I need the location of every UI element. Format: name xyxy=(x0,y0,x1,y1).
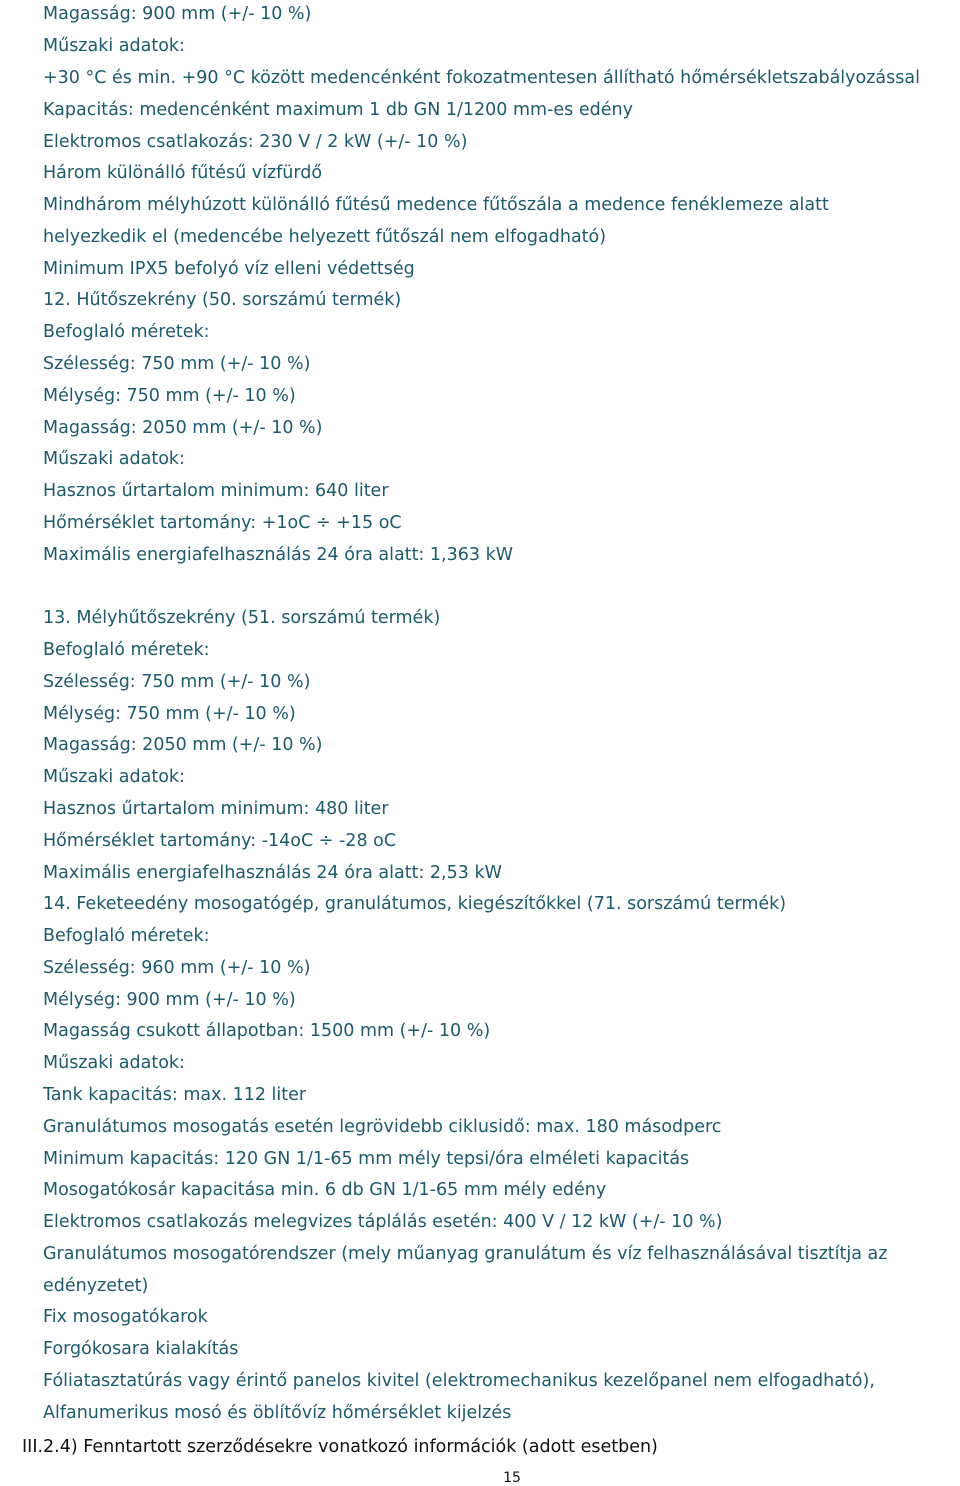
text-line: Elektromos csatlakozás: 230 V / 2 kW (+/- 10 %) xyxy=(43,132,468,152)
text-line: Magasság csukott állapotban: 1500 mm (+/- 10 %) xyxy=(43,1021,491,1041)
text-line: Szélesség: 750 mm (+/- 10 %) xyxy=(43,354,311,374)
text-line: Hasznos űrtartalom minimum: 640 liter xyxy=(43,481,389,501)
text-line: Maximális energiafelhasználás 24 óra alatt: 2,53 kW xyxy=(43,863,502,883)
section-heading: 14. Feketeedény mosogatógép, granulátumos, kiegészítőkkel (71. sorszámú termék) xyxy=(43,894,787,914)
text-line: Befoglaló méretek: xyxy=(43,322,210,342)
text-line: Hőmérséklet tartomány: -14oC ÷ -28 oC xyxy=(43,831,397,851)
text-line: helyezkedik el (medencébe helyezett fűtőszál nem elfogadható) xyxy=(43,227,607,247)
section-heading-iii-2-4: III.2.4) Fenntartott szerződésekre vonatkozó információk (adott esetben) xyxy=(22,1437,658,1457)
text-line: Minimum kapacitás: 120 GN 1/1-65 mm mély tepsi/óra elméleti kapacitás xyxy=(43,1149,690,1169)
text-line: Mosogatókosár kapacitása min. 6 db GN 1/1-65 mm mély edény xyxy=(43,1180,607,1200)
text-line: Műszaki adatok: xyxy=(43,449,185,469)
text-line: Mélység: 900 mm (+/- 10 %) xyxy=(43,990,296,1010)
text-line: Műszaki adatok: xyxy=(43,767,185,787)
text-line: edényzetet) xyxy=(43,1276,149,1296)
text-line: Kapacitás: medencénként maximum 1 db GN 1/1200 mm-es edény xyxy=(43,100,633,120)
section-heading: 12. Hűtőszekrény (50. sorszámú termék) xyxy=(43,290,402,310)
text-line: Hasznos űrtartalom minimum: 480 liter xyxy=(43,799,389,819)
text-line: Minimum IPX5 befolyó víz elleni védettség xyxy=(43,259,415,279)
text-line: Mélység: 750 mm (+/- 10 %) xyxy=(43,704,296,724)
text-line: Befoglaló méretek: xyxy=(43,926,210,946)
page-number: 15 xyxy=(503,1470,521,1486)
text-line: Mélység: 750 mm (+/- 10 %) xyxy=(43,386,296,406)
text-line: +30 °C és min. +90 °C között medencénként fokozatmentesen állítható hőmérsékletszabályozással xyxy=(43,68,920,88)
text-line: Maximális energiafelhasználás 24 óra alatt: 1,363 kW xyxy=(43,545,514,565)
text-line: Alfanumerikus mosó és öblítővíz hőmérséklet kijelzés xyxy=(43,1403,512,1423)
text-line: Magasság: 900 mm (+/- 10 %) xyxy=(43,4,312,24)
text-line: Három különálló fűtésű vízfürdő xyxy=(43,163,323,183)
text-line: Mindhárom mélyhúzott különálló fűtésű medence fűtőszála a medence fenéklemeze alatt xyxy=(43,195,829,215)
text-line: Műszaki adatok: xyxy=(43,1053,185,1073)
text-line: Forgókosara kialakítás xyxy=(43,1339,239,1359)
text-line: Műszaki adatok: xyxy=(43,36,185,56)
text-line: Elektromos csatlakozás melegvizes táplálás esetén: 400 V / 12 kW (+/- 10 %) xyxy=(43,1212,723,1232)
text-line: Tank kapacitás: max. 112 liter xyxy=(43,1085,307,1105)
text-line: Szélesség: 960 mm (+/- 10 %) xyxy=(43,958,311,978)
text-line: Granulátumos mosogatás esetén legrövidebb ciklusidő: max. 180 másodperc xyxy=(43,1117,722,1137)
text-line: Hőmérséklet tartomány: +1oC ÷ +15 oC xyxy=(43,513,402,533)
text-line: Magasság: 2050 mm (+/- 10 %) xyxy=(43,735,323,755)
text-line: Fix mosogatókarok xyxy=(43,1307,208,1327)
text-line: Befoglaló méretek: xyxy=(43,640,210,660)
text-line: Fóliatasztatúrás vagy érintő panelos kivitel (elektromechanikus kezelőpanel nem elfogadható), xyxy=(43,1371,875,1391)
text-line: Granulátumos mosogatórendszer (mely műanyag granulátum és víz felhasználásával tisztítja az xyxy=(43,1244,888,1264)
section-heading: 13. Mélyhűtőszekrény (51. sorszámú termék) xyxy=(43,608,441,628)
text-line: Szélesség: 750 mm (+/- 10 %) xyxy=(43,672,311,692)
text-line: Magasság: 2050 mm (+/- 10 %) xyxy=(43,418,323,438)
